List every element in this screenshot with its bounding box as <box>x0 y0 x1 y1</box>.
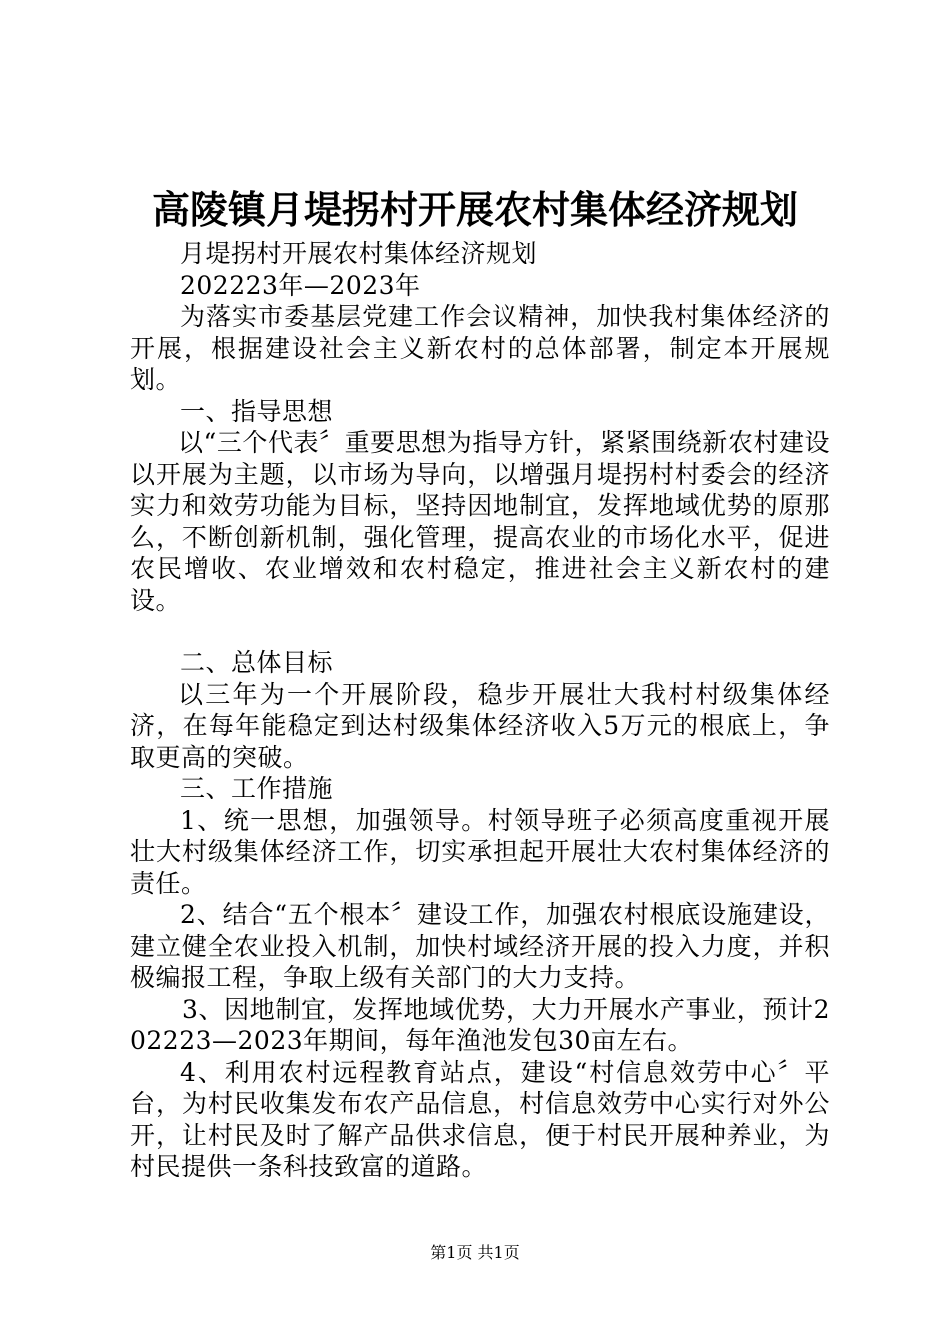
page-number-footer: 第1页 共1页 <box>430 1243 520 1262</box>
section2-paragraph: 以三年为一个开展阶段，稳步开展壮大我村村级集体经济，在每年能稳定到达村级集体经济收入5万元的根底上，争取更高的突破。 <box>130 679 830 772</box>
section1-heading: 一、指导思想 <box>180 396 334 426</box>
paragraph-spacer <box>130 616 830 647</box>
subtitle: 月堤拐村开展农村集体经济规划 <box>180 239 538 268</box>
section1-paragraph: 以“三个代表〞重要思想为指导方针，紧紧围绕新农村建设以开展为主题，以市场为导向，以增强月堤拐村村委会的经济实力和效劳功能为目标，坚持因地制宜，发挥地域优势的原那么，不断创新机制，强化管理，提高农业的市场化水平，促进农民增收、农业增效和农村稳定，推进社会主义新农村的建设。 <box>130 428 830 615</box>
measure-3: 3、因地制宜，发挥地域优势，大力开展水产事业，预计202223—2023年期间，每年渔池发包30亩左右。 <box>130 994 830 1055</box>
measure-2: 2、结合“五个根本〞建设工作，加强农村根底设施建设，建立健全农业投入机制，加快村域经济开展的投入力度，并积极编报工程，争取上级有关部门的大力支持。 <box>130 900 830 992</box>
section3-heading: 三、工作措施 <box>180 774 334 803</box>
page-title: 高陵镇月堤拐村开展农村集体经济规划 <box>151 187 798 232</box>
measure-1: 1、统一思想，加强领导。村领导班子必须高度重视开展壮大村级集体经济工作，切实承担起开展壮大农村集体经济的责任。 <box>130 805 830 898</box>
section2-heading: 二、总体目标 <box>180 648 334 677</box>
intro-paragraph: 为落实市委基层党建工作会议精神，加快我村集体经济的开展，根据建设社会主义新农村的总体部署，制定本开展规划。 <box>130 302 830 394</box>
measure-4: 4、利用农村远程教育站点，建设“村信息效劳中心〞平台，为村民收集发布农产品信息，村信息效劳中心实行对外公开，让村民及时了解产品供求信息，便于村民开展种养业，为村民提供一条科技致富的道路。 <box>130 1057 830 1181</box>
document-body <box>130 238 830 1183</box>
period: 202223年—2023年 <box>180 270 421 300</box>
